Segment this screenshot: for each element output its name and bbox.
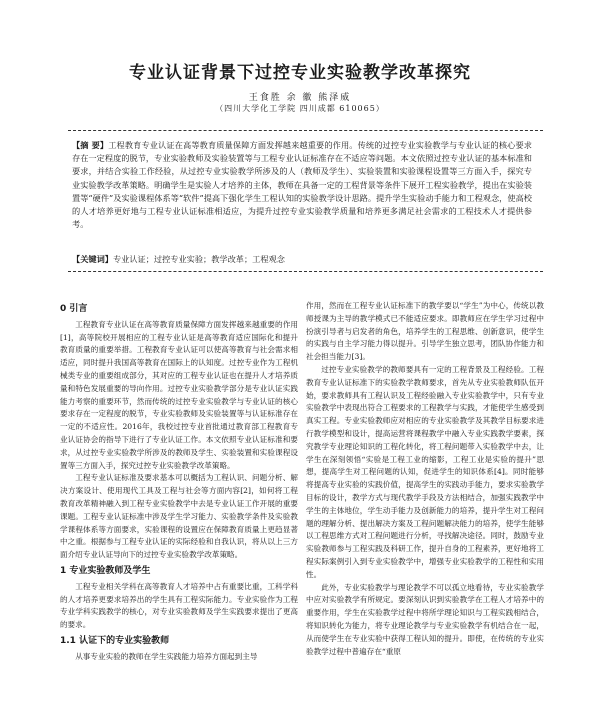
keywords-label: 【关键词】 (72, 254, 113, 264)
keywords-text: 专业认证；过控专业实验；教学改革；工程观念 (112, 254, 285, 264)
paper-authors: 王食胜 余 徽 熊泽威 (248, 93, 352, 103)
abstract (72, 139, 532, 231)
right-column (306, 300, 544, 658)
paragraph: 工程专业认证标准及要求基本可以概括为工程认识、问题分析、解决方案设计、使用现代工具及工程与社会等方面内容[2]，如何将工程教育改革精神融入到工程专业实验教学中去是专业认证工作开展的重要课题。工程专业认证标准中涉及学生学习能力、实验教学条件及实验教学课程体系等方面要求，实验课程的设置应在保障教育质量上更趋显著中之重。根据参与工程专业认证的实际经验和自我认识，将从以上三方面介绍专业认证导向下的过控专业实验教学改革策略。 (60, 473, 298, 560)
paper-title: 专业认证背景下过控专业实验教学改革探究 (129, 63, 471, 83)
paper-affiliation: （四川大学化工学院 四川成都 610065） (215, 104, 385, 113)
section-heading-intro: 0 引言 (60, 304, 88, 314)
paragraph: 工程专业相关学科在高等教育人才培养中占有重要比重，工科学科的人才培养更要求培养出的学生具有工程实际能力。专业实验作为工程专业学科实践教学的核心，对专业实验教师及学生实践要求提出了更高的要求。 (60, 581, 298, 630)
abstract-label: 【摘 要】 (72, 140, 109, 150)
paragraph: 作用，然而在工程专业认证标准下的教学要以“学生”为中心，传统以教师授课为主导的教学模式已不能适应要求。即教师应在学生学习过程中扮演引导者与启发者的角色，培养学生的工程思维、创新意识，使学生的实践与自主学习能力得以提升。引导学生独立思考，团队协作能力和社会担当能力[3]。 (306, 301, 544, 362)
paragraph: 此外，专业实验教学与理论教学不可以孤立地看待，专业实验教学中应对实验教学有所规定。要深刻认识到实验教学在工程人才培养中的重要作用，学生在实验教学过程中将所学理论知识与工程实践相结合，将知识转化为能力，将专业理论教学与专业实验教学有机结合在一起，从而使学生在专业实验中获得工程认知的提升。即使，在传统的专业实验教学过程中普遍存在“重原 (306, 582, 544, 656)
abstract-text: 工程教育专业认证在高等教育质量保障方面发挥越来越重要的作用。传统的过控专业实验教学与专业认证的核心要求存在一定程度的脱节，专业实验教师及实验装置等与工程专业认证标准存在不适应等问题。本文依照过控专业认证的基本标准和要求，并结合实验工作经验，从过控专业实验教学所涉及的人（教师及学生）、实验装置和实验课程设置等三方面入手，探究专业实验教学改革策略。明确学生是实验人才培养的主体，教师在具备一定的工程背景等条件下展开工程实验教学，提出在实验装置等“硬件”及实验课程体系等“软件”提高下强化学生工程认知的实验教学设计思路。提升学生实验动手能力和工程观念，使高校的人才培养更好地与工程专业认证标准相适应，为提升过控专业实验教学质量和培养更多满足社会需求的工程技术人才提供参考。 (72, 140, 532, 230)
paragraph: 工程教育专业认证在高等教育质量保障方面发挥越来越重要的作用[1]，高等院校开展相应的工程专业认证是高等教育适应国际化和提升教育质量的重要举措。工程教育专业认证可以使高等教育与社会需求相适应，同时提升我国高等教育在国际上的认知度。过控专业作为工程机械类专业的重要组成部分，其对应的工程专业认证也在提升人才培养质量和特色发展重要的导向作用。过控专业实验教学部分是专业认证实践能力考察的重要环节，然而传统的过控专业实验教学与专业认证的核心要求存在一定程度的脱节，专业实验教师及实验装置等与认证标准存在一定的不适应性。2016年，我校过控专业首批通过教育部工程教育专业认证协会的指导下进行了专业认证工作。本文依照专业认证标准和要求，从过控专业实验教学所涉及的教师及学生、实验装置和实验课程设置等三方面入手，探究过控专业实验教学改革策略。 (60, 319, 298, 470)
paragraph: 过控专业实验教学的教师要具有一定的工程背景及工程经验。工程教育专业认证标准下的实验教学教师要求，首先从专业实验教师队伍开始，要求教师具有工程认识及工程经验融入专业实验教学中，只有专业实验教学中表现出符合工程要求的工程教学与实践，才能使学生感受到真实工程。专业实验教师应对相应的专业实验教学及其教学目标要求进行教学模型和设计，提高运营将课程教学中融入专业实践教学要素，探究教学专业理论知识的工程化转化，将工程问题带入实验教学中去，让学生在深刻领悟“实验是工程工业的缩影，工程工业是实验的提升”思想，提高学生对工程问题的认知，促进学生的知识体系[4]。同时能够将提高专业实验的实践价值，提高学生的实践动手能力，要求实验教学目标的设计，教学方式与现代教学手段及方法相结合，加强实践教学中学生的主体地位，学生动手能力及创新能力的培养，提升学生对工程问题的理解分析、提出解决方案及工程问题解决能力的培养，使学生能够以工程思维方式对工程问题进行分析，寻找解决途径。同时，鼓励专业实验教师参与工程实践及科研工作，提升自身的工程素养，更好地将工程实际案例引入到专业实验教学中，增强专业实验教学的工程性和实用性。 (306, 364, 544, 579)
section-heading-1-1: 1.1 认证下的专业实验教师 (60, 635, 170, 646)
left-column (60, 300, 298, 664)
keywords (72, 254, 532, 265)
paragraph: 从事专业实验的教师在学生实践能力培养方面起到主导 (75, 651, 258, 661)
section-heading-1: 1 专业实验教师及学生 (60, 565, 151, 576)
